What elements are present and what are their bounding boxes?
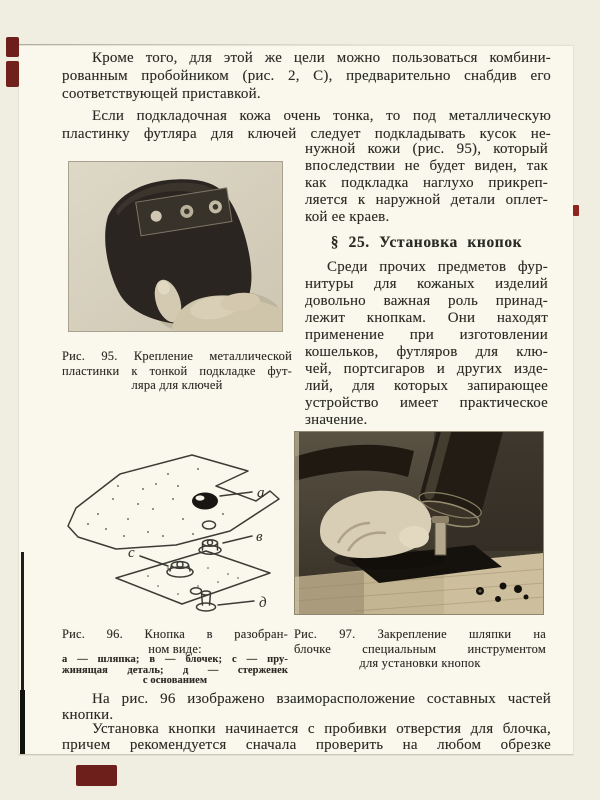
caption-line: ляра для ключей [131, 378, 223, 392]
text-line: применение при изготовлении [305, 327, 548, 343]
diagram-label-spring: с [128, 545, 135, 561]
text-line: устройство имеет практическое [305, 395, 548, 411]
red-scan-mark [6, 61, 19, 87]
legend-line: жинящая деталь; д — стерженек [62, 664, 288, 676]
text-line: соответствующей приставкой. [62, 86, 261, 102]
text-line: Среди прочих предметов фур- [327, 259, 548, 275]
figure-96-caption [62, 627, 288, 656]
figure-95-photo [68, 161, 283, 332]
figure-97-caption [294, 627, 546, 671]
text-line: причем рекомендуется сначала проверить на любом обрезке [62, 736, 551, 753]
text-line: Установка кнопки начинается с пробивки отверстия для блочка, [92, 721, 551, 737]
caption-line: блочке специальным инструментом [294, 641, 546, 656]
diagram-label-cap: а [257, 485, 265, 501]
figure-95-caption [62, 349, 292, 393]
text-line: значение. [305, 412, 368, 428]
text-line: лий, для которых запирающее [305, 378, 548, 394]
figure-97-photo [294, 431, 544, 615]
legend-line: с основанием [142, 675, 208, 686]
figure-96-legend [62, 655, 288, 687]
red-scan-mark [573, 205, 579, 216]
caption-line: Рис. 96. Кнопка в разобран- [62, 627, 288, 641]
leather-speckles [87, 468, 239, 595]
binding-shadow-line [20, 690, 25, 754]
figure-96-diagram [58, 444, 293, 624]
paragraph-combined-punch [62, 49, 551, 103]
paragraph-thin-leather [62, 107, 551, 143]
text-line: ляется к наружной детали оплет- [305, 192, 548, 208]
text-line: чей, портсигаров и других изде- [305, 361, 548, 377]
red-scan-mark [76, 765, 117, 786]
paragraph-snap-buttons [305, 259, 548, 429]
text-line: нитуры для кожаных изделий [305, 276, 548, 292]
section-heading: § 25. Установка кнопок [330, 234, 523, 251]
text-line: довольно важная роль принад- [305, 293, 548, 309]
photo-key-case-plate [68, 161, 283, 332]
paragraph-fig96-reference [62, 692, 551, 724]
text-line: Если подкладочная кожа очень тонка, то под металлическую [92, 108, 551, 124]
snap-cap-dome [192, 493, 218, 510]
caption-line: ном виде: [148, 641, 202, 656]
caption-line: пластинки к тонкой подкладке фут- [62, 363, 292, 378]
text-line: как подкладка наглухо прикреп- [305, 175, 548, 191]
text-line: пластинку футляра для ключей следует подкладывать кусок не- [62, 126, 551, 142]
punch-tool [435, 521, 446, 555]
photo-mallet-punch-tool [294, 431, 544, 615]
text-line: кошельков, футляров для клю- [305, 344, 548, 360]
text-line: впоследствии не будет виден, так [305, 158, 548, 174]
text-line: Кроме того, для этой же цели можно пользоваться комбини- [92, 50, 551, 66]
text-line: кой ее краев. [305, 209, 390, 225]
snap-button-exploded-diagram [58, 444, 293, 624]
caption-line: Рис. 97. Закрепление шляпки на [294, 627, 546, 641]
text-line: рованным пробойником (рис. 2, С), предварительно снабдив его [62, 68, 551, 84]
text-line: На рис. 96 изображено взаиморасположение составных частей [92, 691, 551, 707]
paragraph-thin-leather-continued [305, 141, 548, 226]
text-line: нужной кожи (рис. 95), который [305, 141, 548, 157]
text-line: кнопки. [62, 706, 114, 723]
text-line: лежит кнопкам. Они находят [305, 310, 548, 326]
diagram-label-stem: д [259, 595, 267, 611]
caption-line: для установки кнопок [359, 656, 481, 670]
diagram-label-blochek: в [256, 529, 263, 545]
paragraph-installation-start [62, 722, 551, 754]
binding-shadow-line [21, 552, 24, 692]
red-scan-mark [6, 37, 19, 57]
caption-line: Рис. 95. Крепление металлической [62, 349, 292, 363]
legend-line: а — шляпка; в — блочек; с — пру- [62, 654, 288, 665]
